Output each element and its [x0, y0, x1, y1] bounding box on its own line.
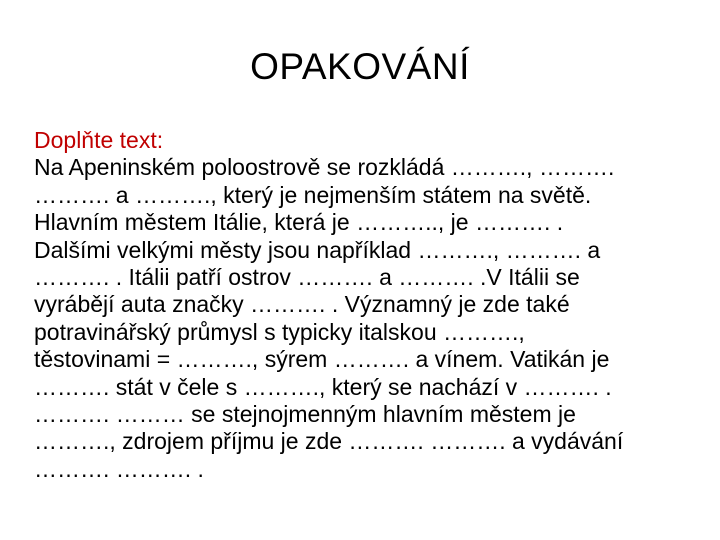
text-line-12: ………. ………. . — [34, 455, 204, 482]
text-line-3: Hlavním městem Itálie, která je ……….., je ………. . — [34, 209, 564, 236]
text-line-7: potravinářský průmysl s typicky italskou ………., — [34, 318, 525, 345]
slide-title: OPAKOVÁNÍ — [250, 46, 470, 87]
slide-body — [34, 127, 694, 483]
text-line-2: ………. a ………., který je nejmenším státem na světě. — [34, 181, 592, 208]
text-line-10: ………. ……… se stejnojmenným hlavním městem je — [34, 401, 576, 428]
text-line-8: těstovinami = ………., sýrem ………. a vínem. Vatikán je — [34, 346, 610, 373]
text-line-4: Dalšími velkými městy jsou například ………., ………. a — [34, 236, 601, 263]
text-line-5: ………. . Itálii patří ostrov ………. a ………. .V Itálii se — [34, 264, 580, 291]
text-line-1: Na Apeninském poloostrově se rozkládá ………., ………. — [34, 154, 615, 181]
text-line-6: vyrábějí auta značky ………. . Významný je zde také — [34, 291, 570, 318]
text-line-11: ………., zdrojem příjmu je zde ………. ………. a vydávání — [34, 428, 624, 455]
text-line-9: ………. stát v čele s ………., který se nachází v ………. . — [34, 373, 612, 400]
instruction-heading: Doplňte text: — [34, 127, 164, 153]
